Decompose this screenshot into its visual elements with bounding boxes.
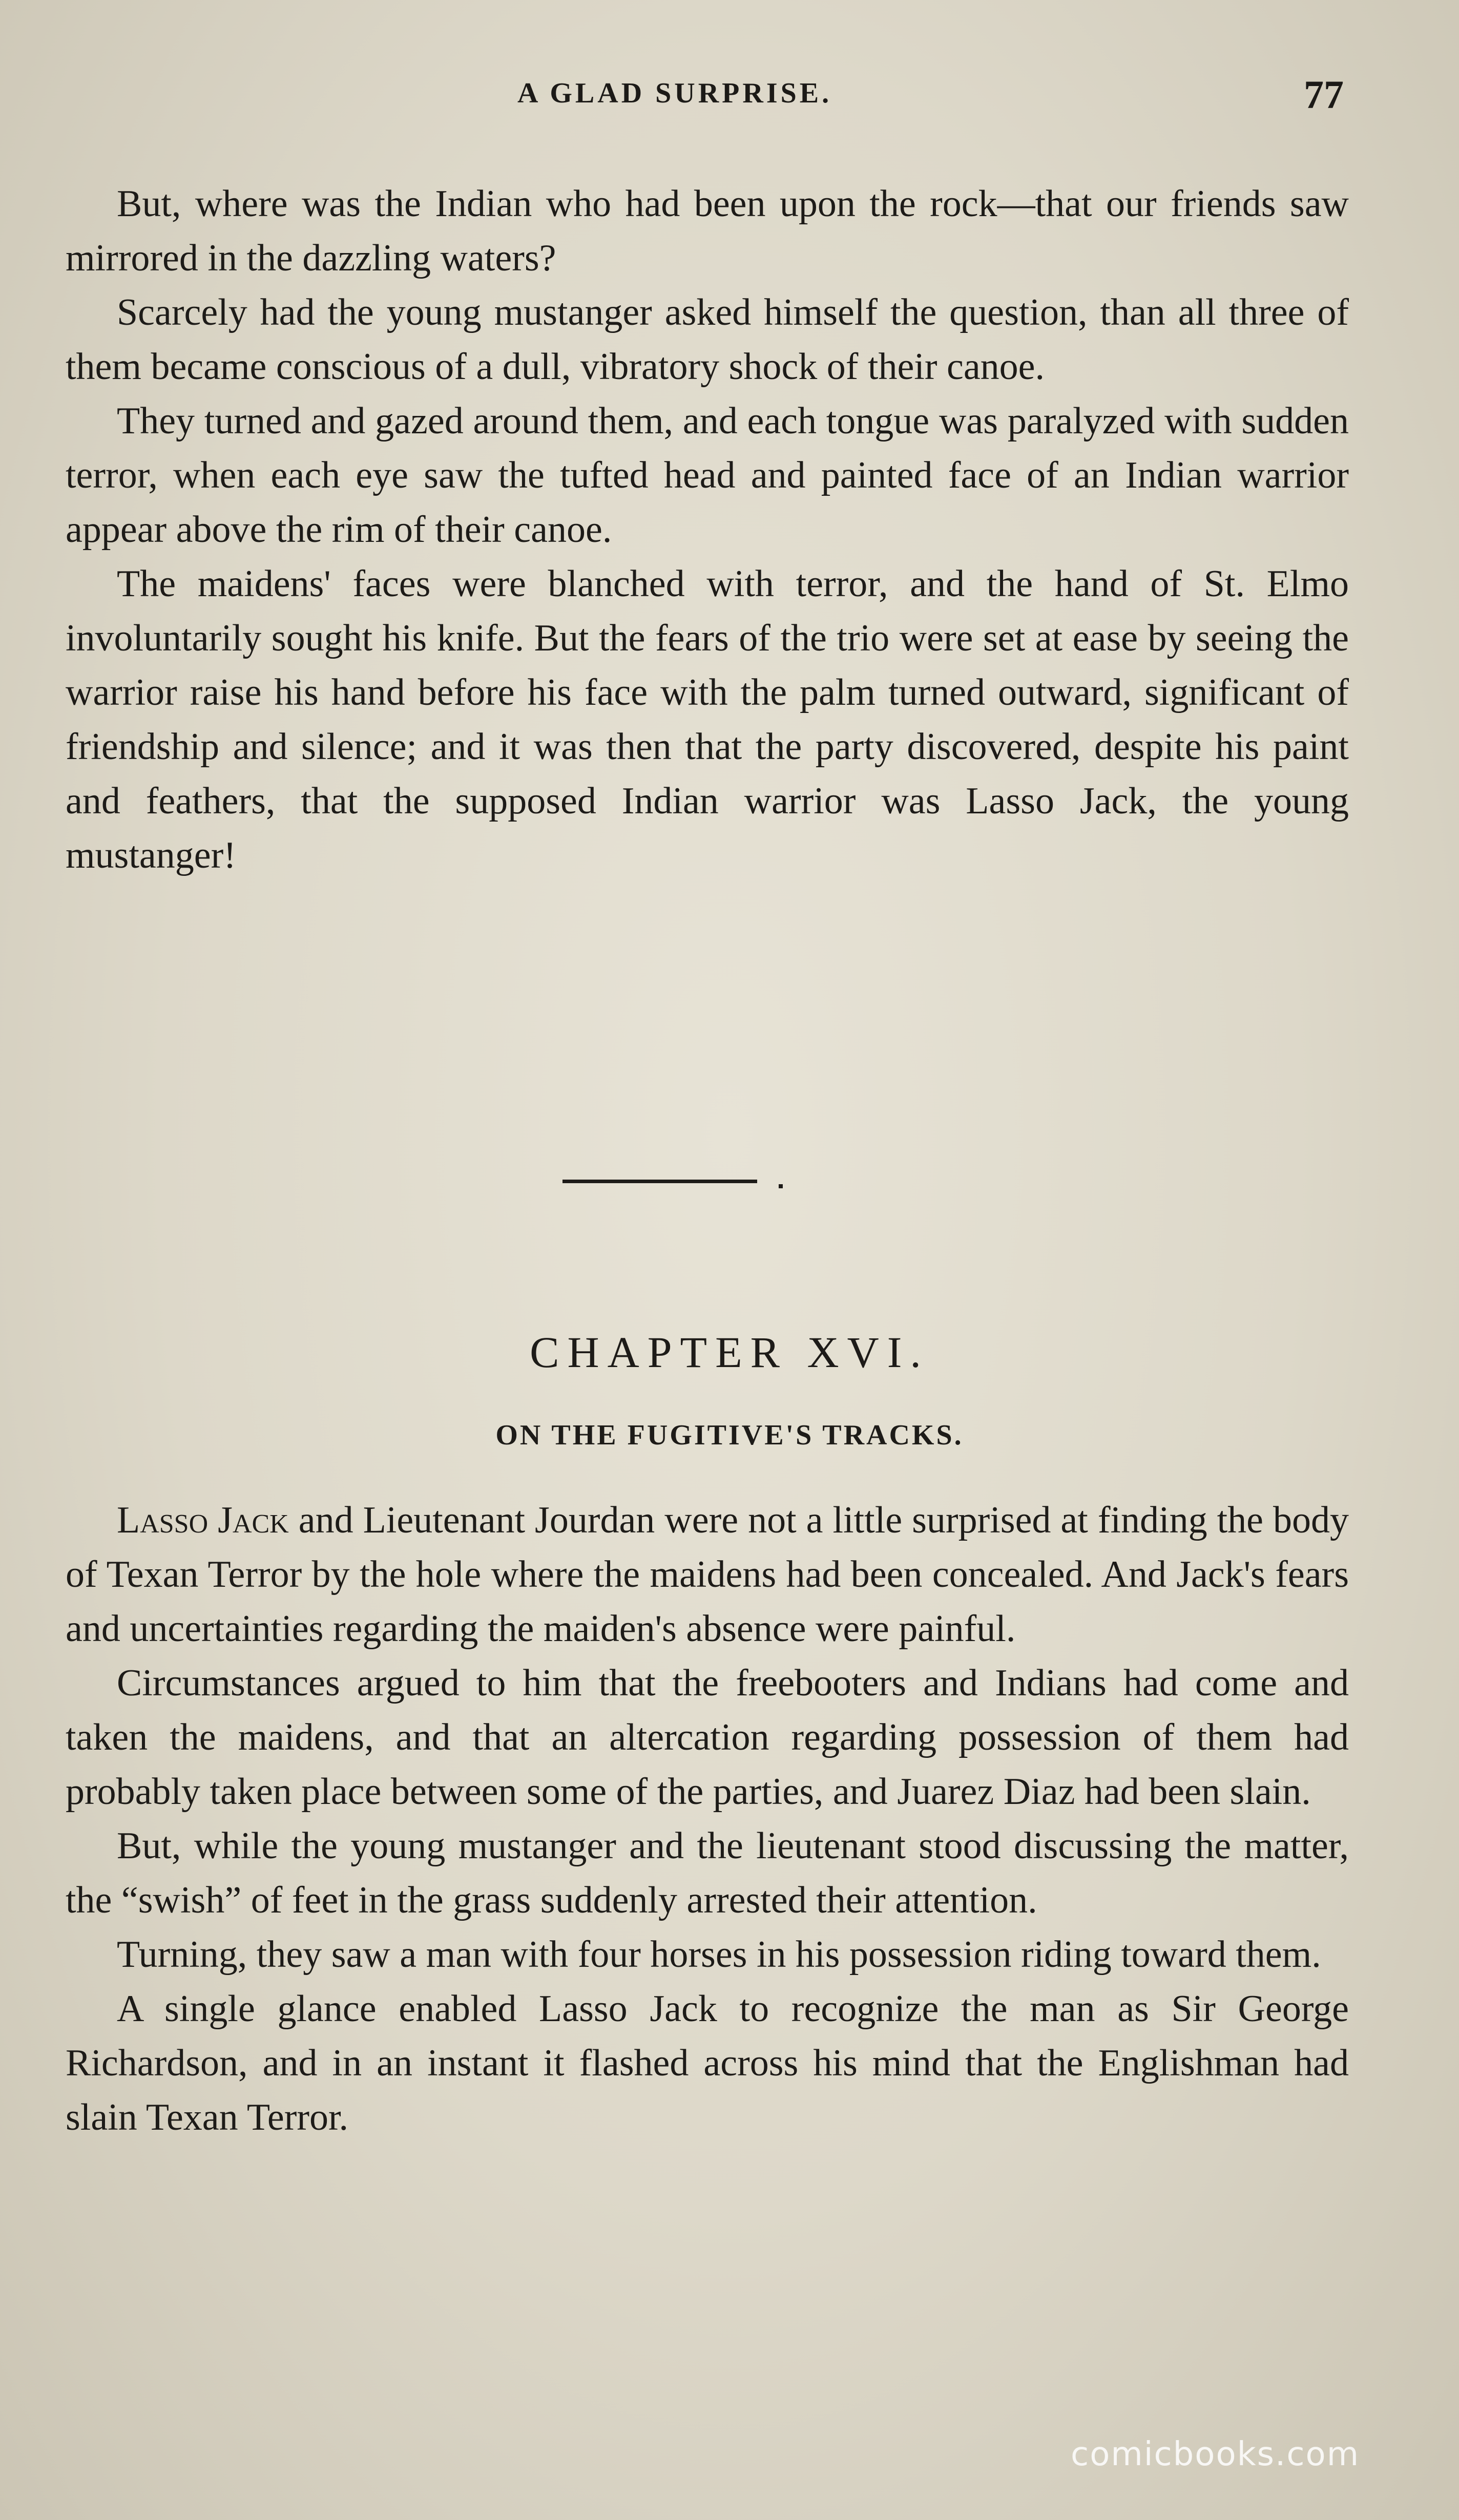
body-text-top <box>66 177 1349 883</box>
paragraph: The maidens' faces were blanched with terror, and the hand of St. Elmo involuntarily sought his knife. But the fears of the trio were set at ease by seeing the warrior raise his hand before his face with the palm turned outward, significant of friendship and silence; and it was then that the party discovered, despite his paint and feathers, that the supposed Indian warrior was Lasso Jack, the young mustanger! <box>66 563 1349 876</box>
paragraph: Scarcely had the young mustanger asked himself the question, than all three of them became conscious of a dull, vibratory shock of their canoe. <box>66 291 1349 388</box>
paragraph: A single glance enabled Lasso Jack to recognize the man as Sir George Richardson, and in an instant it flashed across his mind that the Englishman had slain Texan Terror. <box>66 1988 1349 2138</box>
paragraph: Circumstances argued to him that the freebooters and Indians had come and taken the maidens, and that an altercation regarding possession of them had probably taken place between some of the parties, and Juarez Diaz had been slain. <box>66 1662 1349 1813</box>
paragraph: But, where was the Indian who had been upon the rock—that our friends saw mirrored in the dazzling waters? <box>66 183 1349 279</box>
paragraph: But, while the young mustanger and the lieutenant stood discussing the matter, the “swish” of feet in the grass suddenly arrested their attention. <box>66 1825 1349 1921</box>
body-text-chapter <box>66 1493 1349 2145</box>
opening-paragraph-text: and Lieutenant Jourdan were not a little surprised at finding the body of Texan Terror by the hole where the maidens had been concealed. And Jack's fears and uncertainties regarding the maiden's absence were painful. <box>66 1499 1349 1650</box>
running-head <box>0 72 1459 128</box>
section-divider-rule <box>562 1180 757 1183</box>
section-divider-dot <box>779 1184 783 1188</box>
chapter-title: CHAPTER XVI. <box>530 1328 929 1377</box>
chapter-subtitle: ON THE FUGITIVE'S TRACKS. <box>495 1419 964 1451</box>
page-number: 77 <box>1304 72 1344 117</box>
paragraph: They turned and gazed around them, and each tongue was paralyzed with sudden terror, when each eye saw the tufted head and painted face of an Indian warrior appear above the rim of their canoe. <box>66 400 1349 551</box>
watermark-text: comicbooks.com <box>1071 2435 1360 2473</box>
paragraph-opening <box>66 1493 1349 1656</box>
opening-lead-words: Lasso Jack <box>117 1499 289 1541</box>
paragraph: Turning, they saw a man with four horses in his possession riding toward them. <box>117 1934 1321 1976</box>
running-title: A GLAD SURPRISE. <box>517 77 832 109</box>
